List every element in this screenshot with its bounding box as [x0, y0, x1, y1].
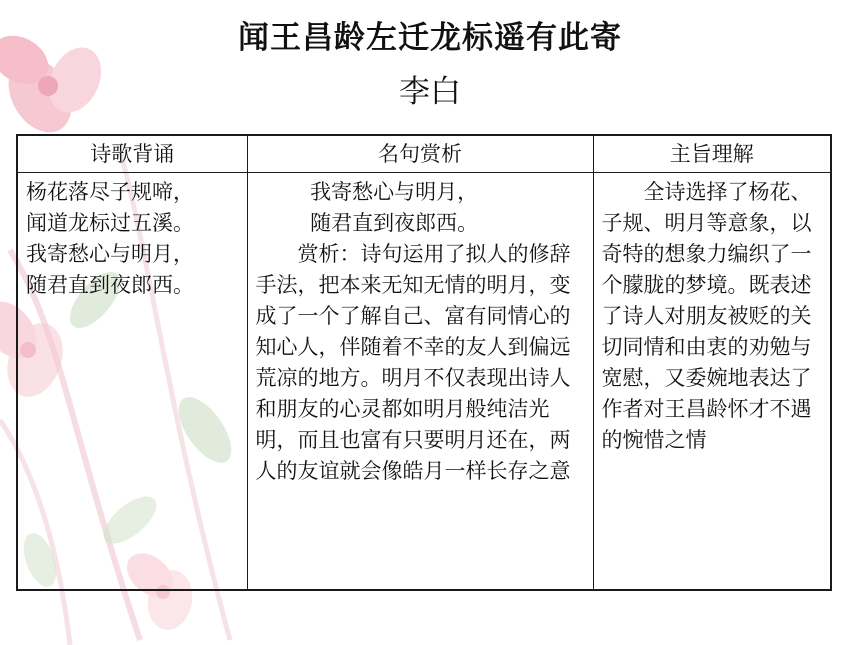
- poem-line: 杨花落尽子规啼，: [26, 180, 194, 204]
- theme-text: 全诗选择了杨花、子规、明月等意象，以奇特的想象力编织了一个朦胧的梦境。既表述了诗人对朋友被贬的关切同情和由衷的劝勉与宽慰，又委婉地表达了作者对王昌龄怀才不遇的惋惜之情: [601, 180, 812, 452]
- theme-cell: [593, 173, 831, 591]
- page-title: 闻王昌龄左迁龙标遥有此寄: [238, 20, 622, 56]
- author-name: 李白: [399, 74, 461, 110]
- poem-line: 我寄愁心与明月，: [26, 242, 194, 266]
- famous-line: 随君直到夜郎西。: [310, 211, 479, 235]
- header-famous-lines: 名句赏析: [247, 135, 593, 173]
- famous-line: 我寄愁心与明月，: [310, 180, 479, 204]
- analysis-text: 赏析：诗句运用了拟人的修辞手法，把本来无知无情的明月，变成了一个了解自己、富有同情心的知心人，伴随着不幸的友人到偏远荒凉的地方。明月不仅表现出诗人和朋友的心灵都如明月般纯洁光明，而且也富有只要明月还在，两人的友谊就会像皓月一样长存之意: [255, 242, 571, 483]
- table-row: [17, 173, 831, 591]
- poem-table: [16, 134, 832, 591]
- header-recitation: 诗歌背诵: [17, 135, 247, 173]
- table-header-row: [17, 135, 831, 173]
- header-theme: 主旨理解: [593, 135, 831, 173]
- analysis-cell: [247, 173, 593, 591]
- poem-line: 闻道龙标过五溪。: [26, 211, 194, 235]
- poem-cell: [17, 173, 247, 591]
- poem-line: 随君直到夜郎西。: [26, 273, 194, 297]
